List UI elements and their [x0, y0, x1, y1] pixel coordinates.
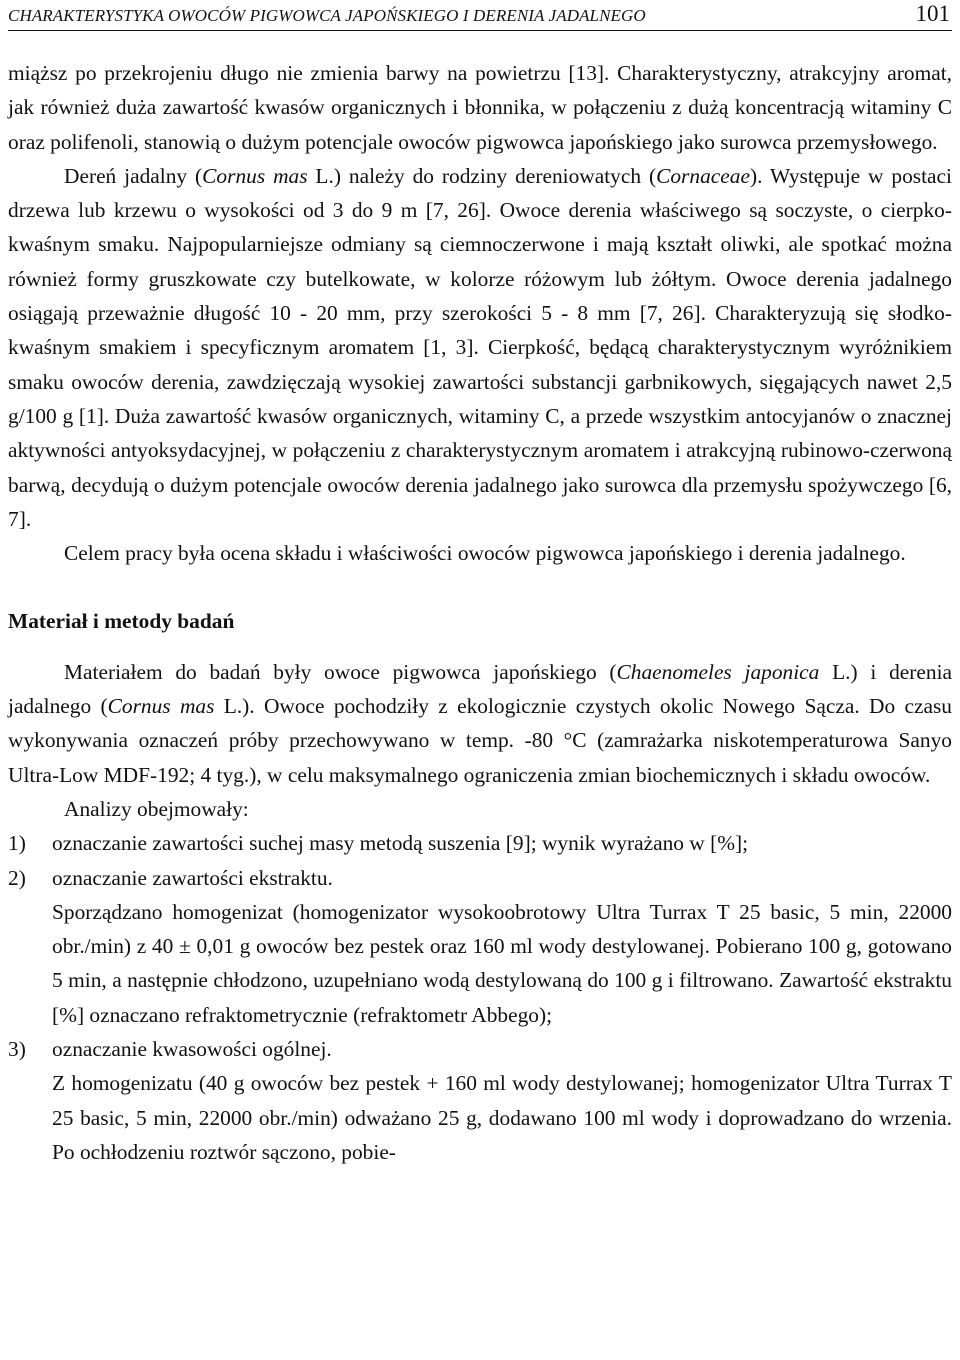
italic-term: Cornus mas — [107, 694, 215, 719]
paragraph-analyses-intro: Analizy obejmowały: — [64, 796, 249, 821]
list-item — [8, 826, 952, 860]
text-run: ). Występuje w postaci drzewa lub krzewu o wysokości od 3 do 9 m [7, 26]. Owoce derenia właściwego są soczyste, o cierpko-kwaśnym smaku. Najpopularniejsze odmiany są ciemnoczerwone i mają kształt oliwki, ale spotkać można również formy gruszkowate czy butelkowate, w kolorze różowym lub żółtym. Owoce derenia jadalnego osiągają przeważnie długość 10 - 20 mm, przy szerokości 5 - 8 mm [7, 26]. Charakteryzują się słodko-kwaśnym smakiem i specyficznym aromatem [1, 3]. Cierpkość, będącą charakterystycznym wyróżnikiem smaku owoców derenia, zawdzięczają wysokiej zawartości substancji garbnikowych, sięgających nawet 2,5 g/100 g [1]. Duża zawartość kwasów organicznych, witaminy C, a przede wszystkim antocyjanów o znacznej aktywności antyoksydacyjnej, w połączeniu z charakterystycznym aromatem i atrakcyjną rubinowo-czerwoną barwą, decydują o dużym potencjale owoców derenia jadalnego jako surowca dla przemysłu spożywczego [6, 7]. — [8, 163, 952, 531]
body-text — [8, 56, 952, 1169]
paragraph-cornus-mas — [8, 159, 952, 536]
list-item — [8, 861, 952, 895]
paragraph-aim: Celem pracy była ocena składu i właściwości owoców pigwowca japońskiego i derenia jadalnego. — [64, 541, 906, 566]
list-item-number: 3) — [8, 1037, 26, 1062]
list-item-detail: Sporządzano homogenizat (homogenizator wysokoobrotowy Ultra Turrax T 25 basic, 5 min, 22000 obr./min) z 40 ± 0,01 g owoców bez pestek oraz 160 ml wody destylowanej. Pobierano 100 g, gotowano 5 min, a następnie chłodzono, uzupełniano wodą destylowaną do 100 g i filtrowano. Zawartość ekstraktu [%] oznaczano refraktometrycznie (refraktometr Abbego); — [52, 899, 952, 1027]
paragraph-materials — [8, 655, 952, 792]
italic-term: Cornaceae — [656, 163, 750, 188]
italic-term: Chaenomeles japonica — [616, 659, 820, 684]
list-item-detail: Z homogenizatu (40 g owoców bez pestek + 160 ml wody destylowanej; homogenizator Ultra Turrax T 25 basic, 5 min, 22000 obr./min) odważano 25 g, dodawano 100 ml wody i doprowadzano do wrzenia. Po ochłodzeniu roztwór sączono, pobie- — [52, 1071, 952, 1164]
list-item — [8, 1032, 952, 1066]
list-item-number: 2) — [8, 865, 26, 890]
list-item-text: oznaczanie kwasowości ogólnej. — [52, 1037, 332, 1062]
section-heading: Materiał i metody badań — [8, 609, 235, 634]
page-number: 101 — [915, 1, 950, 26]
text-run: L.) i derenia jadalnego ( — [8, 659, 953, 719]
text-run: Materiałem do badań były owoce pigwowca japońskiego ( — [64, 659, 617, 684]
list-item-text: oznaczanie zawartości ekstraktu. — [52, 865, 333, 890]
running-header-title: CHARAKTERYSTYKA OWOCÓW PIGWOWCA JAPOŃSKIEGO I DERENIA JADALNEGO — [8, 6, 646, 25]
italic-term: Cornus mas — [202, 163, 308, 188]
list-item-number: 1) — [8, 831, 26, 856]
text-run: L.) należy do rodziny dereniowatych ( — [307, 163, 657, 188]
list-item-text: oznaczanie zawartości suchej masy metodą suszenia [9]; wynik wyrażano w [%]; — [52, 831, 749, 856]
running-header — [8, 1, 952, 31]
paragraph-continuation: miąższ po przekrojeniu długo nie zmienia barwy na powietrzu [13]. Charakterystyczny, atrakcyjny aromat, jak również duża zawartość kwasów organicznych i błonnika, w połączeniu z dużą koncentracją witaminy C oraz polifenoli, stanowią o dużym potencjale owoców pigwowca japońskiego jako surowca przemysłowego. — [8, 61, 952, 154]
text-run: L.). Owoce pochodziły z ekologicznie czystych okolic Nowego Sącza. Do czasu wykonywania oznaczeń próby przechowywano w temp. -80 °C (zamrażarka niskotemperaturowa Sanyo Ultra-Low MDF-192; 4 tyg.), w celu maksymalnego ograniczenia zmian biochemicznych i składu owoców. — [8, 694, 952, 787]
text-run: Dereń jadalny ( — [64, 163, 203, 188]
